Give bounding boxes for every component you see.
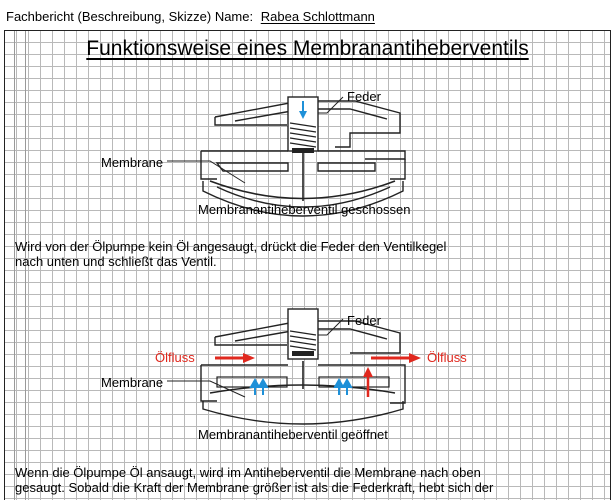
report-header — [6, 9, 379, 24]
membrane-label: Membrane — [101, 155, 164, 170]
oil-flow-in-arrow — [215, 353, 255, 363]
paragraph-open — [15, 465, 493, 495]
paragraph-open-line-1: Wenn die Ölpumpe Öl ansaugt, wird im Antiheberventil die Membrane nach oben — [15, 465, 481, 480]
student-name: Rabea Schlottmann — [260, 9, 375, 24]
membrane-label-open: Membrane — [101, 375, 164, 390]
oil-flow-out-label: Ölfluss — [427, 350, 467, 365]
spring-label-open: Feder — [347, 313, 381, 328]
oil-rise-arrow — [363, 367, 373, 397]
paragraph-open-line-2: gesaugt. Sobald die Kraft der Membrane größer ist als die Federkraft, hebt sich der — [15, 480, 494, 495]
valve-cone — [292, 148, 314, 153]
spring-label: Feder — [347, 89, 381, 104]
paragraph-closed-line-1: Wird von der Ölpumpe kein Öl angesaugt, drückt die Feder den Ventilkegel — [15, 239, 447, 254]
membrane-suction-arrows — [251, 380, 351, 395]
header-label: Fachbericht (Beschreibung, Skizze) Name: — [6, 9, 254, 24]
spring-leader-line — [318, 97, 343, 113]
open-valve-caption: Membranantiheberventil geöffnet — [198, 427, 388, 442]
oil-flow-out-arrow — [371, 353, 421, 363]
grid-sheet — [4, 30, 611, 500]
closed-valve-caption: Membranantiheberventil geschossen — [198, 202, 411, 217]
paragraph-closed-line-2: nach unten und schließt das Ventil. — [15, 254, 217, 269]
page-title-text: Funktionsweise eines Membranantiheberventils — [86, 37, 529, 60]
oil-flow-in-label: Ölfluss — [155, 350, 195, 365]
paragraph-closed — [15, 239, 446, 269]
